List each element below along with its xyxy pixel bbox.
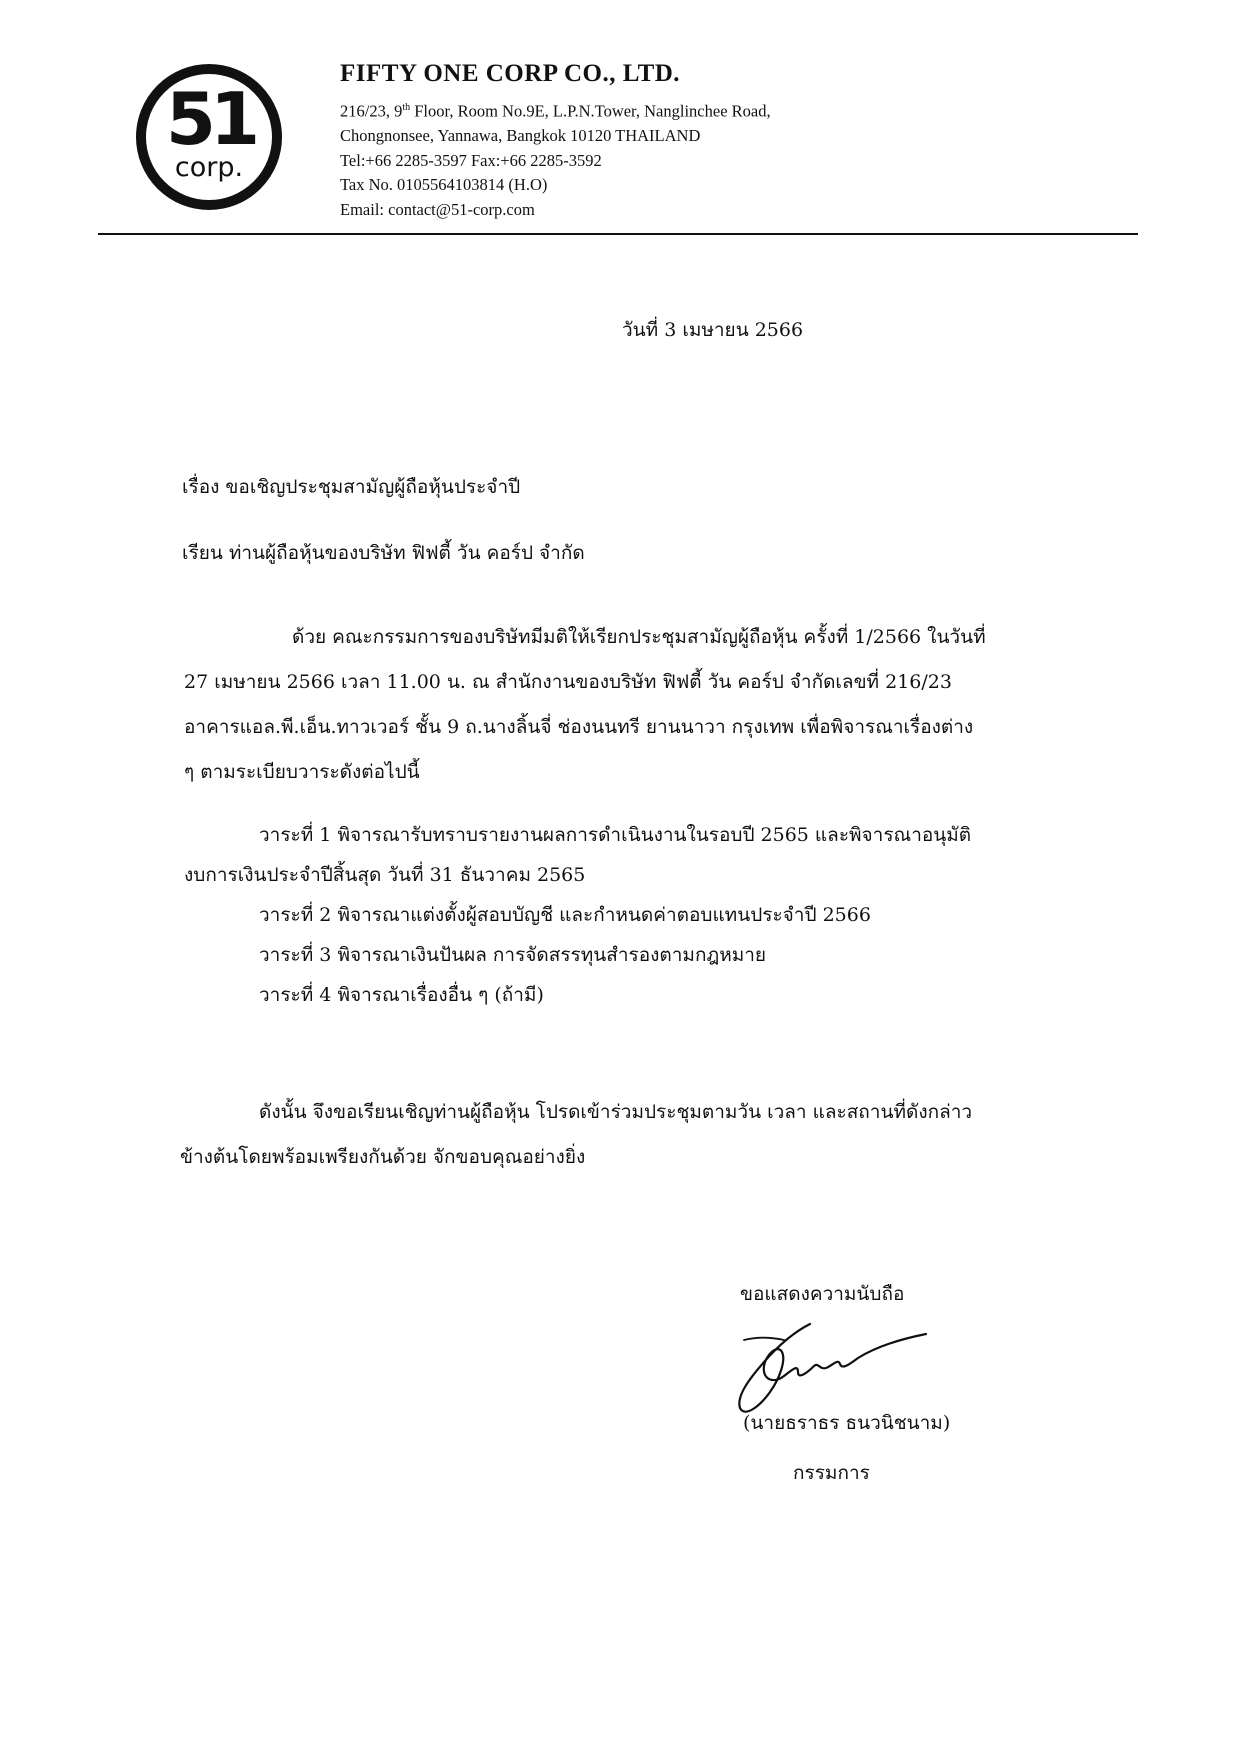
invitation-paragraph: [184, 624, 1044, 804]
letter-salutation: เรียน ท่านผู้ถือหุ้นของบริษัท ฟิฟตี้ วัน คอร์ป จำกัด: [182, 542, 585, 564]
paragraph-line: ดังนั้น จึงขอเรียนเชิญท่านผู้ถือหุ้น โปรดเข้าร่วมประชุมตามวัน เวลา และสถานที่ดังกล่าว: [259, 1101, 973, 1123]
address-line-1: 216/23, 9th Floor, Room No.9E, L.P.N.Tower, Nanglinchee Road,: [340, 101, 771, 121]
paragraph-line: ด้วย คณะกรรมการของบริษัทมีมติให้เรียกประชุมสามัญผู้ถือหุ้น ครั้งที่ 1/2566 ในวันที่: [292, 626, 986, 648]
agenda-item-1: วาระที่ 1 พิจารณารับทราบรายงานผลการดำเนินงานในรอบปี 2565 และพิจารณาอนุมัติ: [259, 824, 972, 846]
signer-title: กรรมการ: [793, 1462, 870, 1484]
paragraph-line: ๆ ตามระเบียบวาระดังต่อไปนี้: [184, 761, 420, 783]
agenda-item-4: วาระที่ 4 พิจารณาเรื่องอื่น ๆ (ถ้ามี): [259, 984, 544, 1006]
company-info: [340, 60, 771, 222]
company-name: FIFTY ONE CORP CO., LTD.: [340, 60, 681, 87]
closing-paragraph: [180, 1099, 972, 1189]
logo-number: 51: [165, 77, 255, 161]
phone-fax: Tel:+66 2285-3597 Fax:+66 2285-3592: [340, 150, 602, 170]
agenda-item-1-continued: งบการเงินประจำปีสิ้นสุด วันที่ 31 ธันวาคม 2565: [184, 864, 586, 886]
address-line-2: Chongnonsee, Yannawa, Bangkok 10120 THAILAND: [340, 126, 701, 145]
letter-subject: เรื่อง ขอเชิญประชุมสามัญผู้ถือหุ้นประจำปี: [182, 476, 521, 498]
paragraph-line: อาคารแอล.พี.เอ็น.ทาวเวอร์ ชั้น 9 ถ.นางลิ้นจี่ ช่องนนทรี ยานนาวา กรุงเทพ เพื่อพิจารณาเรื่องต่าง: [184, 716, 974, 738]
email: Email: contact@51-corp.com: [340, 199, 535, 219]
agenda-item-3: วาระที่ 3 พิจารณาเงินปันผล การจัดสรรทุนสำรองตามกฎหมาย: [259, 944, 767, 966]
agenda-item-2: วาระที่ 2 พิจารณาแต่งตั้งผู้สอบบัญชี และกำหนดค่าตอบแทนประจำปี 2566: [259, 904, 871, 926]
letter-date: วันที่ 3 เมษายน 2566: [622, 319, 804, 341]
agenda-list: [184, 822, 971, 1022]
header-divider: [98, 233, 1138, 235]
paragraph-line: 27 เมษายน 2566 เวลา 11.00 น. ณ สำนักงานของบริษัท ฟิฟตี้ วัน คอร์ป จำกัดเลขที่ 216/23: [184, 671, 952, 693]
paragraph-line: ข้างต้นโดยพร้อมเพรียงกันด้วย จักขอบคุณอย่างยิ่ง: [180, 1146, 586, 1168]
company-logo: [134, 62, 284, 212]
tax-number: Tax No. 0105564103814 (H.O): [340, 175, 548, 194]
logo-word: corp.: [174, 152, 244, 183]
signer-name: (นายธราธร ธนวนิชนาม): [743, 1412, 951, 1434]
complimentary-close: ขอแสดงความนับถือ: [740, 1283, 905, 1305]
